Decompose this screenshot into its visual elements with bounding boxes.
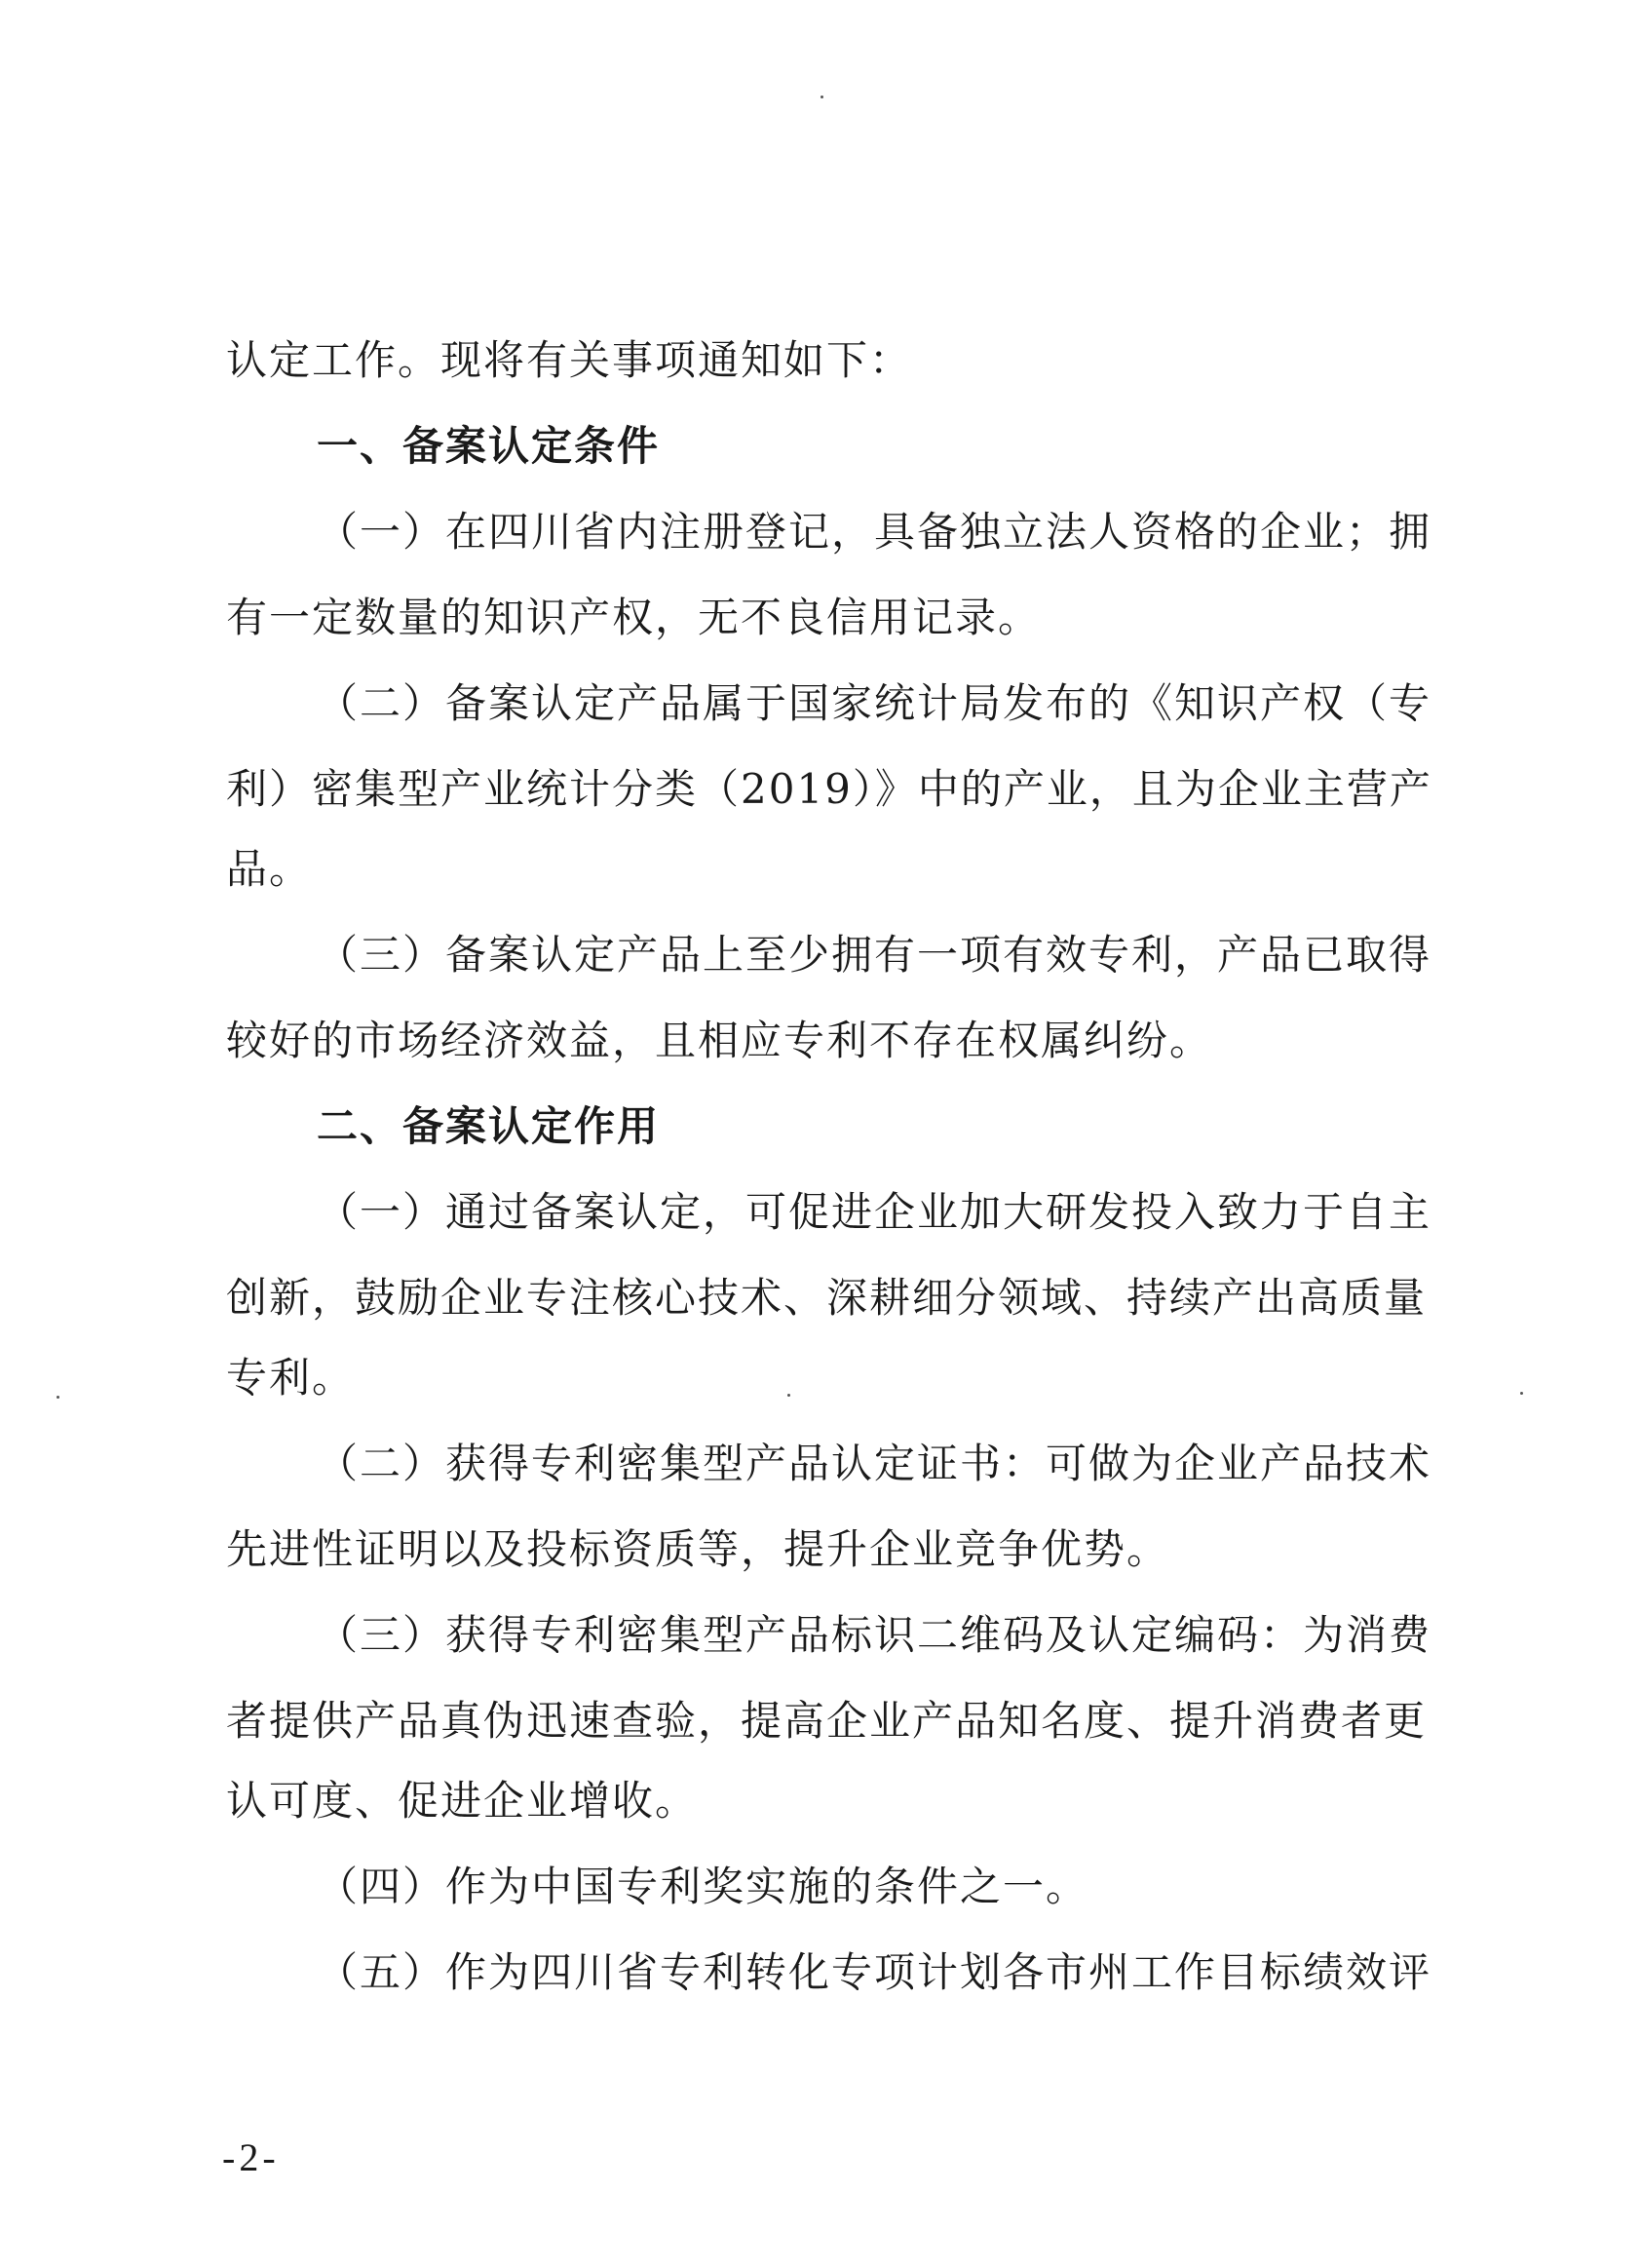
body-text-line: （二）获得专利密集型产品认定证书：可做为企业产品技术 bbox=[317, 1440, 1432, 1487]
body-text-line: 者提供产品真伪迅速查验，提高企业产品知名度、提升消费者更 bbox=[226, 1697, 1428, 1745]
body-text-line: （五）作为四川省专利转化专项计划各市州工作目标绩效评 bbox=[317, 1948, 1432, 1996]
body-text-line: （三）获得专利密集型产品标识二维码及认定编码：为消费 bbox=[317, 1611, 1432, 1659]
scan-speck bbox=[820, 96, 823, 98]
body-text-line: （三）备案认定产品上至少拥有一项有效专利，产品已取得 bbox=[317, 931, 1432, 979]
body-text-line: 专利。 bbox=[226, 1354, 356, 1402]
body-text-line: 较好的市场经济效益，且相应专利不存在权属纠纷。 bbox=[226, 1017, 1213, 1064]
body-text-line: （一）在四川省内注册登记，具备独立法人资格的企业；拥 bbox=[317, 508, 1432, 556]
scan-speck bbox=[1520, 1392, 1523, 1395]
body-text-line: 先进性证明以及投标资质等，提升企业竞争优势。 bbox=[226, 1525, 1170, 1573]
body-text-line: （一）通过备案认定，可促进企业加大研发投入致力于自主 bbox=[317, 1188, 1432, 1236]
body-text-line: 利）密集型产业统计分类（2019）》中的产业，且为企业主营产 bbox=[226, 765, 1432, 813]
body-text-line: 创新，鼓励企业专注核心技术、深耕细分领域、持续产出高质量 bbox=[226, 1274, 1428, 1322]
section-heading: 一、备案认定条件 bbox=[317, 422, 661, 470]
body-text-line: 有一定数量的知识产权，无不良信用记录。 bbox=[226, 594, 1042, 641]
page-number: -2- bbox=[222, 2135, 280, 2179]
body-text-line: 认可度、促进企业增收。 bbox=[226, 1777, 699, 1825]
section-heading: 二、备案认定作用 bbox=[317, 1102, 661, 1150]
body-text-line: （二）备案认定产品属于国家统计局发布的《知识产权（专 bbox=[317, 679, 1432, 727]
body-text-line: （四）作为中国专利奖实施的条件之一。 bbox=[317, 1863, 1089, 1910]
scan-speck bbox=[57, 1396, 59, 1399]
body-text-line: 品。 bbox=[226, 845, 313, 893]
body-text-line: 认定工作。现将有关事项通知如下： bbox=[226, 336, 913, 384]
